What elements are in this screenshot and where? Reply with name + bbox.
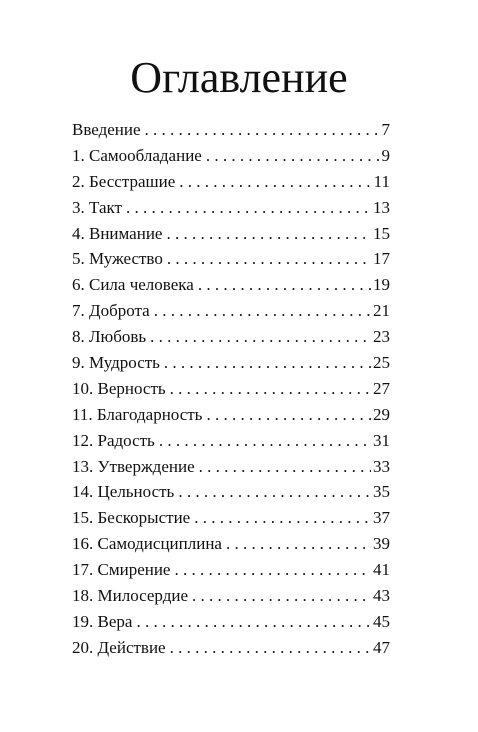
page-title: Оглавление <box>130 53 348 102</box>
toc-dot-leader <box>178 479 371 505</box>
toc-dot-leader <box>199 454 371 480</box>
toc-entry-page-number: 37 <box>373 508 390 528</box>
toc-entry-page-number: 17 <box>373 249 390 269</box>
toc-entry-label: 13. Утверждение <box>72 456 195 476</box>
toc-entry <box>72 402 390 428</box>
toc-entry <box>72 376 390 402</box>
toc-entry-page-number: 13 <box>373 197 390 217</box>
toc-entry-page-number: 15 <box>373 223 390 243</box>
toc-entry-label: 11. Благодарность <box>72 404 203 424</box>
toc-entry-page-number: 9 <box>381 145 390 165</box>
toc-entry-page-number: 27 <box>373 378 390 398</box>
toc-entry-page-number: 45 <box>373 611 390 631</box>
toc-entry-page-number: 31 <box>373 430 390 450</box>
toc-dot-leader <box>174 557 371 583</box>
toc-entry-label: 9. Мудрость <box>72 353 160 373</box>
toc-entry-label: Введение <box>72 120 141 139</box>
toc-dot-leader <box>154 298 371 324</box>
toc-entry-page-number: 21 <box>373 301 390 321</box>
toc-entry-label: 6. Сила человека <box>72 275 194 295</box>
toc-entry <box>72 635 390 661</box>
toc-dot-leader <box>192 583 371 609</box>
toc-dot-leader <box>164 350 371 376</box>
toc-entry <box>72 454 390 480</box>
toc-dot-leader <box>150 324 371 350</box>
toc-entry-label: 5. Мужество <box>72 249 163 269</box>
toc-entry-page-number: 43 <box>373 586 390 606</box>
toc-entry-label: 15. Бескорыстие <box>72 508 191 528</box>
toc-entry-label: 16. Самодисциплина <box>72 534 222 554</box>
toc-entry <box>72 505 390 531</box>
toc-entry <box>72 195 390 221</box>
toc-entry-page-number: 47 <box>373 637 390 657</box>
toc-entry <box>72 583 390 609</box>
toc-dot-leader <box>198 272 371 298</box>
toc-entry-label: 18. Милосердие <box>72 586 188 606</box>
toc-entry-page-number: 25 <box>373 353 390 373</box>
toc-entry-page-number: 11 <box>373 171 390 191</box>
toc-entry-page-number: 39 <box>373 534 390 554</box>
toc-dot-leader <box>170 376 371 402</box>
toc-entry-label: 14. Цельность <box>72 482 175 502</box>
toc-dot-leader <box>159 428 371 454</box>
toc-dot-leader <box>136 609 371 635</box>
toc-dot-leader <box>206 402 371 428</box>
toc-entry <box>72 609 390 635</box>
toc-entry <box>72 531 390 557</box>
toc-entry <box>72 143 390 169</box>
toc-entry-page-number: 19 <box>373 275 390 295</box>
table-of-contents <box>72 117 390 661</box>
toc-entry-label: 10. Верность <box>72 378 166 398</box>
toc-entry-label: 17. Смирение <box>72 560 171 580</box>
toc-entry <box>72 557 390 583</box>
toc-entry <box>72 479 390 505</box>
toc-entry <box>72 272 390 298</box>
toc-entry-page-number: 29 <box>373 404 390 424</box>
toc-dot-leader <box>126 195 371 221</box>
toc-entry-label: 1. Самообладание <box>72 145 202 165</box>
toc-entry <box>72 324 390 350</box>
toc-entry-label: 2. Бесстрашие <box>72 171 176 191</box>
toc-entry <box>72 350 390 376</box>
toc-entry-label: 19. Вера <box>72 611 133 631</box>
toc-entry <box>72 169 390 195</box>
toc-entry <box>72 428 390 454</box>
toc-dot-leader <box>179 169 371 195</box>
toc-dot-leader <box>206 143 380 169</box>
toc-entry-page-number: 35 <box>373 482 390 502</box>
toc-dot-leader <box>166 221 371 247</box>
toc-entry-page-number: 41 <box>373 560 390 580</box>
toc-entry <box>72 117 390 143</box>
toc-entry-label: 4. Внимание <box>72 223 163 243</box>
toc-entry-page-number: 7 <box>381 120 390 139</box>
toc-dot-leader <box>167 246 371 272</box>
toc-entry-label: 20. Действие <box>72 637 166 657</box>
toc-entry-label: 7. Доброта <box>72 301 150 321</box>
toc-entry-label: 8. Любовь <box>72 327 147 347</box>
toc-entry <box>72 221 390 247</box>
toc-entry-label: 12. Радость <box>72 430 155 450</box>
toc-entry <box>72 246 390 272</box>
toc-entry <box>72 298 390 324</box>
toc-dot-leader <box>194 505 371 531</box>
toc-dot-leader <box>145 117 380 143</box>
toc-entry-label: 3. Такт <box>72 197 122 217</box>
toc-entry-page-number: 23 <box>373 327 390 347</box>
toc-dot-leader <box>226 531 371 557</box>
toc-entry-page-number: 33 <box>373 456 390 476</box>
toc-dot-leader <box>170 635 371 661</box>
